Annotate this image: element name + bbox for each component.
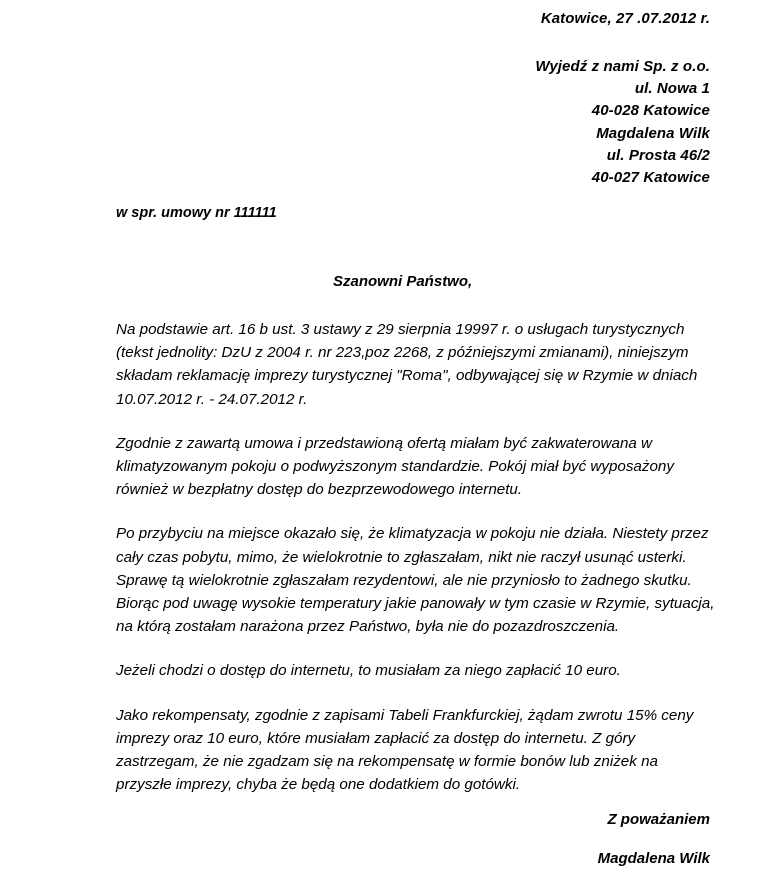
sender-street: ul. Prosta 46/2 <box>606 147 710 164</box>
body-paragraph: Po przybyciu na miejsce okazało się, że klimatyzacja w pokoju nie działa. Niestety przez cały czas pobytu, mimo, że wielokrotnie to zgłaszałam, nikt nie raczył usunąć usterki. Sprawę tą wielokrotnie zgłaszałam rezydentowi, ale nie przyniosło to żadnego skutku. Biorąc pod uwagę wysokie temperatury jakie panowały w tym czasie w Rzymie, sytuacja, na którą zostałam narażona przez Państwo, była nie do pozazdroszczenia. <box>116 525 715 636</box>
letter-body <box>116 318 716 817</box>
closing-salutation: Z poważaniem <box>607 811 710 828</box>
sender-city: 40-027 Katowice <box>591 169 710 186</box>
recipient-city: 40-028 Katowice <box>591 102 710 119</box>
body-paragraph: Jeżeli chodzi o dostęp do internetu, to musiałam za niego zapłacić 10 euro. <box>116 662 621 680</box>
recipient-name: Wyjedź z nami Sp. z o.o. <box>535 58 710 75</box>
date-line: Katowice, 27 .07.2012 r. <box>540 10 710 27</box>
body-paragraph: Na podstawie art. 16 b ust. 3 ustawy z 29 sierpnia 19997 r. o usługach turystycznych (tekst jednolity: DzU z 2004 r. nr 223,poz 2268, z późniejszymi zmianami), niniejszym składam reklamację imprezy turystycznej "Roma", odbywającej się w Rzymie w dniach 10.07.2012 r. - 24.07.2012 r. <box>116 321 698 408</box>
greeting-line: Szanowni Państwo, <box>333 273 473 290</box>
date-block <box>541 8 710 30</box>
sender-name: Magdalena Wilk <box>596 125 710 142</box>
closing-signature: Magdalena Wilk <box>597 850 710 867</box>
recipient-address-block <box>535 56 710 122</box>
subject-line: w spr. umowy nr 111111 <box>116 205 277 221</box>
sender-address-block <box>592 123 710 189</box>
body-paragraph: Zgodnie z zawartą umowa i przedstawioną ofertą miałam być zakwaterowana w klimatyzowanym pokoju o podwyższonym standardzie. Pokój miał być wyposażony również w bezpłatny dostęp do bezprzewodowego internetu. <box>116 434 674 499</box>
recipient-street: ul. Nowa 1 <box>634 80 710 97</box>
body-paragraph: Jako rekompensaty, zgodnie z zapisami Tabeli Frankfurckiej, żądam zwrotu 15% ceny imprezy oraz 10 euro, które musiałam zapłacić za dostęp do internetu. Z góry zastrzegam, że nie zgadzam się na rekompensatę w formie bonów lub zniżek na przyszłe imprezy, chyba że będą one dodatkiem do gotówki. <box>116 706 694 794</box>
